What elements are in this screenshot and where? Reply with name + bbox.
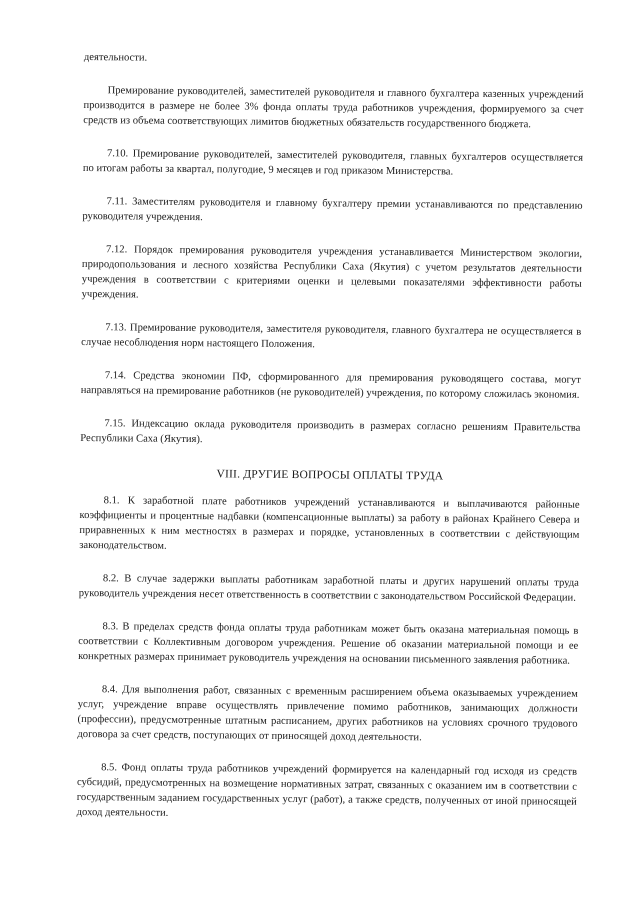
paragraph-7-14: 7.14. Средства экономии ПФ, сформированного для премирования руководящего состава, могут направляться на премирование работников (не руководителей) учреждения, по которому сложилась экономия.: [80, 370, 581, 401]
paragraph-7-13: 7.13. Премирование руководителя, заместителя руководителя, главного бухгалтера не осуществляется в случае несоблюдения норм настоящего Положения.: [81, 322, 582, 351]
paragraph-8-5: 8.5. Фонд оплаты труда работников учреждений формируется на календарный год исходя из средств субсидий, предусмотренных на возмещение нормативных затрат, связанных с оказанием им в соответствии с государственным заданием государственных услуг (работ), а также средств, полученных от иной приносящей доход деятельности.: [76, 762, 578, 819]
paragraph-8-3: 8.3. В пределах средств фонда оплаты труда работникам может быть оказана материальная помощь в соответствии с Коллективным договором учреждения. Решение об оказании материальной помощи и ее конкретных размерах принимает руководитель учреждения на основании письменного заявления работника.: [78, 621, 579, 667]
document-body: [77, 50, 584, 825]
paragraph-8-2: 8.2. В случае задержки выплаты работникам заработной платы и других нарушений оплаты труда руководитель учреждения несет ответственность в соответствии с законодательством Российской Федерации.: [78, 573, 579, 604]
paragraph-7-11: 7.11. Заместителям руководителя и главному бухгалтеру премии устанавливаются по представлению руководителя учреждения.: [82, 196, 583, 224]
section-heading: VIII. ДРУГИЕ ВОПРОСЫ ОПЛАТЫ ТРУДА: [216, 468, 444, 483]
paragraph-8-1: 8.1. К заработной плате работников учреждений устанавливаются и выплачиваются районные коэффициенты и процентные надбавки (компенсационные выплаты) за работу в районах Крайнего Севера и приравненных к ним местностях в размерах и порядке, установленных в соответствии с действующим законодательством.: [79, 495, 580, 552]
paragraph-7-15: 7.15. Индексацию оклада руководителя производить в размерах согласно решениям Правительства Республики Саха (Якутия).: [80, 418, 581, 446]
paragraph-8-4: 8.4. Для выполнения работ, связанных с временным расширением объема оказываемых учреждением услуг, учреждение вправе осуществлять привлечение помимо работников, занимающих должности (профессии), предусмотренные штатным расписанием, других работников на условиях срочного трудового договора за счет средств, поступающих от приносящей доход деятельности.: [77, 684, 578, 744]
paragraph-bonus-heads: Премирование руководителей, заместителей руководителя и главного бухгалтера казенных учреждений производится в размере не более 3% фонда оплаты труда работников учреждения, формируемого за счет средств из объема соответствующих лимитов бюджетных обязательств государственного бюджета.: [83, 85, 584, 131]
paragraph-7-12: 7.12. Порядок премирования руководителя учреждения устанавливается Министерством экологии, природопользования и лесного хозяйства Республики Саха (Якутия) с учетом результатов деятельности учреждения в соответствии с критериями оценки и целевыми показателями эффективности работы учреждения.: [81, 244, 583, 301]
paragraph-7-10: 7.10. Премирование руководителей, заместителей руководителя, главных бухгалтеров осуществляется по итогам работы за квартал, полугодие, 9 месяцев и год приказом Министерства.: [82, 148, 584, 178]
paragraph-continuation: деятельности.: [83, 51, 148, 64]
